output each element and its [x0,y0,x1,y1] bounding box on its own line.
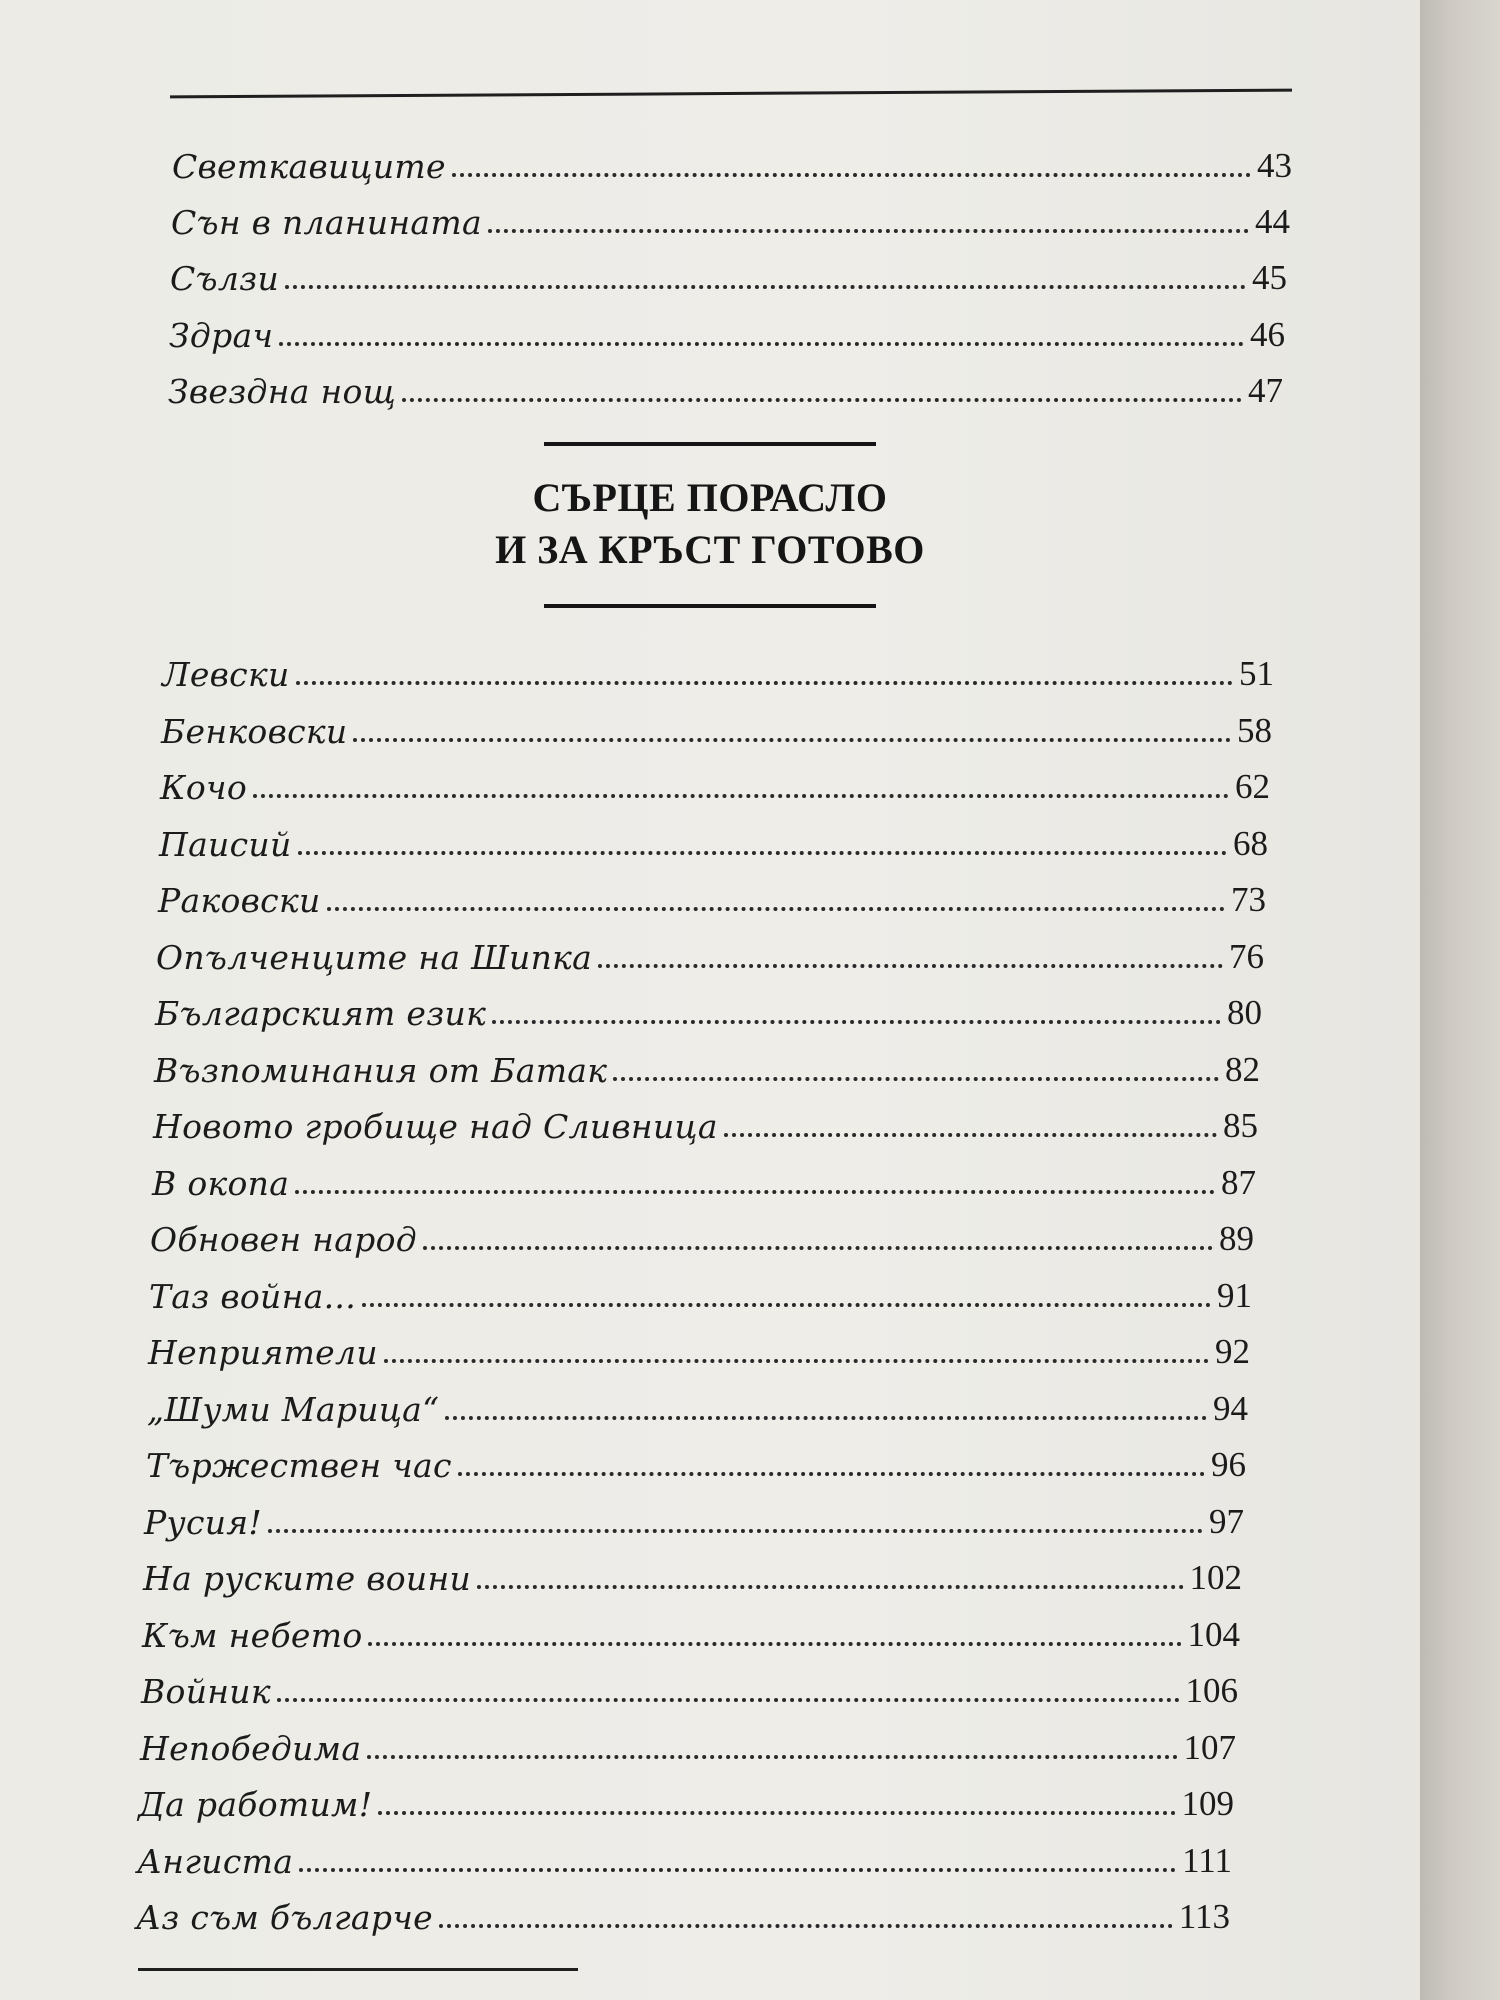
leader-dots [477,1585,1183,1589]
toc-entry [153,1102,1258,1146]
bottom-rule [138,1968,578,1971]
toc-entry-title: Бенковски [161,712,348,751]
leader-dots [353,738,1231,742]
section-rule-top [544,442,876,446]
leader-dots [296,681,1233,685]
toc-entry-page: 102 [1189,1558,1242,1597]
leader-dots [362,1303,1211,1307]
toc-entry [172,142,1292,186]
toc-entry [161,707,1272,751]
toc-entry-title: Русия! [144,1503,262,1542]
toc-entry-title: Българският език [155,994,487,1033]
toc-entry-title: Ангиста [137,1842,294,1881]
toc-entry-page: 80 [1227,993,1262,1032]
leader-dots [423,1246,1213,1250]
toc-entry-title: Паисий [159,825,292,864]
toc-entry-title: Сън в планината [171,203,482,242]
toc-entry [149,1272,1252,1316]
leader-dots [279,342,1244,346]
toc-entry-page: 97 [1209,1502,1244,1541]
toc-entry-page: 44 [1255,202,1290,241]
toc-entry-title: Непобедима [140,1729,362,1768]
toc-entry [147,1385,1248,1429]
toc-entry-page: 92 [1215,1332,1250,1371]
leader-dots [492,1020,1221,1024]
toc-entry-page: 58 [1237,711,1272,750]
leader-dots [445,1416,1207,1420]
toc-entry-title: Сълзи [170,259,280,298]
toc-entry-title: „Шуми Марица“ [147,1390,440,1429]
toc-entry [156,933,1264,977]
toc-entry-title: Раковски [158,881,321,920]
toc-entry-page: 109 [1181,1784,1234,1823]
toc-entry [160,763,1270,807]
toc-entry-title: Звездна нощ [168,372,397,411]
toc-entry [169,311,1285,355]
toc-entry-title: Кочо [160,768,248,807]
leader-dots [598,964,1223,968]
leader-dots [458,1472,1205,1476]
toc-entry-title: Таз война... [149,1277,356,1316]
toc-entry-page: 85 [1223,1106,1258,1145]
toc-entry [140,1724,1236,1768]
leader-dots [277,1698,1180,1702]
toc-entry-title: В окопа [152,1164,290,1203]
toc-entry [154,1046,1260,1090]
section-rule-bottom [544,604,876,608]
toc-entry-page: 94 [1213,1389,1248,1428]
toc-entry-title: Светкавиците [172,147,446,186]
toc-entry [136,1893,1230,1937]
toc-entry-page: 43 [1257,146,1292,185]
toc-entry-page: 45 [1252,258,1287,297]
toc-entry-title: Здрач [169,316,274,355]
leader-dots [327,907,1225,911]
toc-entry-page: 96 [1211,1445,1246,1484]
leader-dots [724,1133,1217,1137]
page-edge-shadow [1420,0,1500,2000]
toc-entry [138,1780,1234,1824]
toc-entry [150,1215,1254,1259]
toc-entry-page: 113 [1178,1897,1230,1936]
leader-dots [298,851,1228,855]
leader-dots [299,1868,1176,1872]
toc-entry [152,1159,1256,1203]
leader-dots [488,229,1249,233]
toc-entry [143,1554,1242,1598]
toc-entry-page: 87 [1221,1163,1256,1202]
toc-entry [170,254,1287,298]
toc-entry [148,1328,1250,1372]
leader-dots [285,285,1246,289]
toc-entry-title: Обновен народ [150,1220,417,1259]
section-title [430,472,990,576]
leader-dots [253,794,1229,798]
toc-entry [142,1611,1240,1655]
toc-entry [144,1498,1244,1542]
toc-entry [146,1441,1246,1485]
section-title-line: И ЗА КРЪСТ ГОТОВО [495,527,925,572]
leader-dots [378,1811,1175,1815]
toc-entry-page: 82 [1225,1050,1260,1089]
toc-entry-page: 89 [1219,1219,1254,1258]
toc-entry-title: Към небето [142,1616,363,1655]
toc-entry [155,989,1262,1033]
leader-dots [295,1190,1215,1194]
leader-dots [402,398,1242,402]
leader-dots [439,1924,1173,1928]
toc-entry-title: На руските воини [143,1559,472,1598]
toc-entry-page: 111 [1182,1841,1232,1880]
toc-entry-title: Новото гробище над Сливница [153,1107,718,1146]
toc-entry-page: 91 [1217,1276,1252,1315]
toc-entry-page: 47 [1248,371,1283,410]
toc-entry-page: 76 [1229,937,1264,976]
toc-entry [162,650,1274,694]
toc-entry-page: 107 [1183,1728,1236,1767]
toc-entry [168,367,1283,411]
toc-entry-page: 106 [1185,1671,1238,1710]
toc-entry-title: Левски [162,655,290,694]
toc-entry-title: Да работим! [138,1785,373,1824]
toc-entry-page: 46 [1250,315,1285,354]
toc-entry-title: Възпоминания от Батак [154,1051,608,1090]
toc-entry-title: Опълченците на Шипка [156,938,593,977]
toc-entry-title: Неприятели [148,1333,378,1372]
toc-entry-page: 73 [1231,880,1266,919]
section-title-line: СЪРЦЕ ПОРАСЛО [532,475,888,520]
leader-dots [384,1359,1209,1363]
toc-entry [159,820,1268,864]
leader-dots [368,1642,1181,1646]
toc-entry-page: 51 [1239,654,1274,693]
toc-entry-page: 104 [1187,1615,1240,1654]
toc-entry [158,876,1266,920]
toc-entry-page: 62 [1235,767,1270,806]
leader-dots [613,1077,1219,1081]
leader-dots [367,1755,1177,1759]
toc-entry-title: Войник [141,1672,271,1711]
toc-entry [141,1667,1238,1711]
toc-entry-title: Тържествен час [146,1446,452,1485]
toc-entry-title: Аз съм българче [136,1898,433,1937]
leader-dots [268,1529,1203,1533]
toc-entry-page: 68 [1233,824,1268,863]
leader-dots [452,173,1251,177]
toc-entry [171,198,1290,242]
toc-entry [137,1837,1232,1881]
